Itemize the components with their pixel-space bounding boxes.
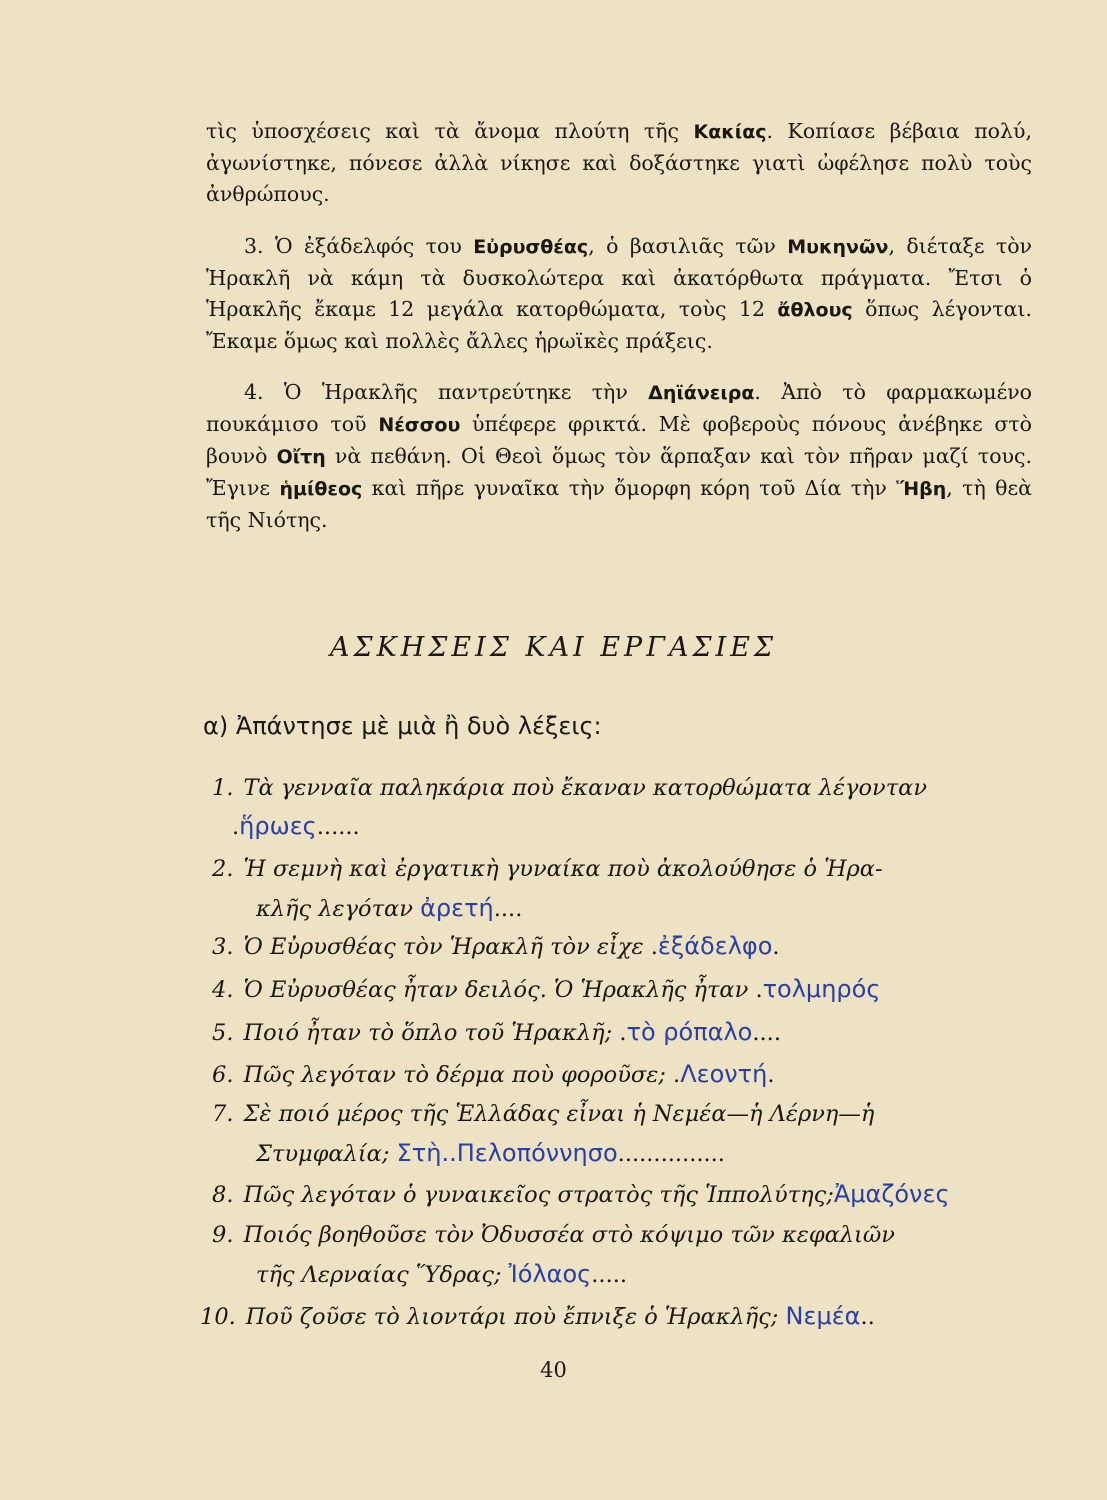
para4-text-b: . Ἀπὸ τὸ φαρμακωμένο πουκάμισο τοῦ: [206, 380, 1032, 436]
question-text: Ὁ Εὐρυσθέας ἦταν δειλός. Ὁ Ἡρακλῆς ἦταν: [243, 977, 749, 1003]
question-text: Ποιό ἦταν τὸ ὅπλο τοῦ Ἡρακλῆ;: [243, 1020, 613, 1046]
term-dianeira: Δηϊάνειρα: [648, 382, 755, 404]
question-text: Ἡ σεμνὴ καὶ ἐργατικὴ γυναίκα ποὺ ἀκολούθησε ὁ Ἡρα-: [243, 856, 883, 882]
term-eurystheas: Εὐρυσθέας: [473, 236, 589, 258]
handwritten-answer-8: Ἀμαζόνες: [833, 1180, 950, 1208]
handwritten-answer-2: ἀρετή: [420, 894, 494, 922]
para3-text-a: 3. Ὁ ἐξάδελφός του: [244, 234, 474, 258]
question-8: [212, 1180, 1044, 1208]
handwritten-answer-7: Στὴ..Πελοπόννησο: [396, 1139, 618, 1167]
answer-dots: ....: [752, 1020, 781, 1046]
question-text: Πῶς λεγόταν τὸ δέρμα ποὺ φοροῦσε;: [243, 1062, 666, 1088]
para4-text-a: 4. Ὁ Ἡρακλῆς παντρεύτηκε τὴν: [244, 380, 649, 404]
question-6: [212, 1060, 1044, 1088]
question-text: Σὲ ποιό μέρος τῆς Ἑλλάδας εἶναι ἡ Νεμέα—ἡ Λέρνη—ἡ: [243, 1101, 875, 1127]
para3-text-d: ὅπως λέγονται. Ἔκαμε ὅμως καὶ πολλὲς ἄλλες ἡρωϊκὲς πράξεις.: [206, 297, 1032, 353]
answer-dots: .: [232, 814, 240, 840]
question-text: Ποῦ ζοῦσε τὸ λιοντάρι ποὺ ἔπνιξε ὁ Ἡρακλῆς;: [245, 1304, 779, 1330]
question-number: 4.: [212, 977, 234, 1003]
answer-dots: ....: [493, 896, 523, 922]
answer-line-9: [256, 1260, 1088, 1288]
answer-dots: ..: [860, 1304, 875, 1330]
intro-text-2: . Κοπίασε βέβαια πολύ, ἀγωνίστηκε, πόνεσε ἀλλὰ νίκησε καὶ δοξάστηκε γιατὶ ὠφέλησε πολὺ τοὺς ἀνθρώπους.: [206, 119, 1032, 206]
handwritten-answer-9: Ἰόλαος: [508, 1260, 592, 1288]
answer-line-7: [256, 1139, 1088, 1167]
handwritten-answer-10: Νεμέα: [785, 1302, 861, 1330]
question-3: [212, 932, 1044, 960]
exercises-title: ΑΣΚΗΣΕΙΣ ΚΑΙ ΕΡΓΑΣΙΕΣ: [329, 632, 778, 663]
handwritten-answer-4: τολμηρός: [762, 975, 881, 1003]
exercises-subtitle: α) Ἀπάντησε μὲ μιὰ ἢ δυὸ λέξεις:: [203, 712, 602, 740]
para4-text-c: ὑπέφερε φρικτά. Μὲ φοβεροὺς πόνους ἀνέβηκε στὸ βουνὸ: [206, 412, 1032, 468]
term-kakias: Κακίας: [693, 121, 767, 143]
question-number: 9.: [212, 1222, 234, 1248]
answer-dots: ......: [316, 814, 360, 840]
page-number: 40: [540, 1358, 567, 1382]
handwritten-answer-6: Λεοντή: [680, 1060, 768, 1088]
question-2: [212, 856, 1044, 882]
question-1: [212, 775, 1044, 801]
para3-text-b: , ὁ βασιλιᾶς τῶν: [588, 234, 788, 258]
question-7: [212, 1101, 1044, 1127]
para4-text-e: καὶ πῆρε γυναῖκα τὴν ὄμορφη κόρη τοῦ Δία τὴν: [362, 476, 897, 500]
handwritten-answer-3: ἐξάδελφο: [657, 932, 773, 960]
question-4: [212, 975, 1044, 1003]
answer-dots: .: [673, 1062, 681, 1088]
handwritten-answer-5: τὸ ρόπαλο: [626, 1018, 753, 1046]
question-text-cont: Στυμφαλία;: [256, 1141, 390, 1167]
question-number: 3.: [212, 934, 234, 960]
answer-dots: .: [650, 934, 658, 960]
answer-dots: .: [755, 977, 763, 1003]
question-number: 10.: [200, 1304, 236, 1330]
question-text-cont: τῆς Λερναίας Ὕδρας;: [256, 1262, 502, 1288]
intro-text-1: τὶς ὑποσχέσεις καὶ τὰ ἄνομα πλούτη τῆς: [206, 119, 694, 143]
paragraph-4: [206, 377, 1032, 536]
answer-dots: .....: [591, 1262, 628, 1288]
para4-text-d: νὰ πεθάνη. Οἱ Θεοὶ ὅμως τὸν ἅρπαξαν καὶ τὸν πῆραν μαζί τους. Ἔγινε: [206, 444, 1033, 500]
para3-text-c: , διέταξε τὸν Ἡρακλῆ νὰ κάμη τὰ δυσκολώτερα καὶ ἀκατόρθωτα πράγματα. Ἔτσι ὁ Ἡρακλῆς ἔκαμε 12 μεγάλα κατορθώματα, τοὺς 12: [206, 234, 1032, 321]
question-number: 2.: [212, 856, 234, 882]
question-text: Πῶς λεγόταν ὁ γυναικεῖος στρατὸς τῆς Ἱππολύτης;: [243, 1182, 834, 1208]
question-text: Τὰ γενναῖα παληκάρια ποὺ ἔκαναν κατορθώματα λέγονταν: [243, 775, 928, 801]
para4-text-f: , τὴ θεὰ τῆς Νιότης.: [206, 476, 1032, 532]
question-number: 5.: [212, 1020, 234, 1046]
handwritten-answer-1: ἥρωες: [239, 812, 317, 840]
answer-line-2: [256, 894, 1088, 922]
term-mykinon: Μυκηνῶν: [787, 236, 889, 258]
question-text: Ποιός βοηθοῦσε τὸν Ὀδυσσέα στὸ κόψιμο τῶν κεφαλιῶν: [243, 1222, 895, 1248]
answer-dots: .: [619, 1020, 627, 1046]
term-oiti: Οἴτη: [276, 446, 326, 468]
question-number: 8.: [212, 1182, 234, 1208]
paragraph-3: [206, 231, 1032, 357]
question-9: [212, 1222, 1044, 1248]
term-ivi: Ἥβη: [896, 478, 947, 500]
question-number: 7.: [212, 1101, 234, 1127]
question-10: [200, 1302, 1032, 1330]
question-text: Ὁ Εὐρυσθέας τὸν Ἡρακλῆ τὸν εἶχε: [243, 934, 644, 960]
answer-dots: .: [767, 1062, 775, 1088]
question-number: 1.: [212, 775, 234, 801]
question-number: 6.: [212, 1062, 234, 1088]
answer-dots: ...............: [617, 1141, 725, 1167]
question-text-cont: κλῆς λεγόταν: [256, 896, 413, 922]
term-athlous: ἄθλους: [777, 299, 853, 321]
answer-line-1: [232, 812, 1064, 840]
question-5: [212, 1018, 1044, 1046]
term-nessou: Νέσσου: [378, 414, 461, 436]
term-imitheos: ἡμίθεος: [279, 478, 363, 500]
intro-paragraph: [206, 116, 1032, 210]
answer-dots: .: [772, 934, 780, 960]
